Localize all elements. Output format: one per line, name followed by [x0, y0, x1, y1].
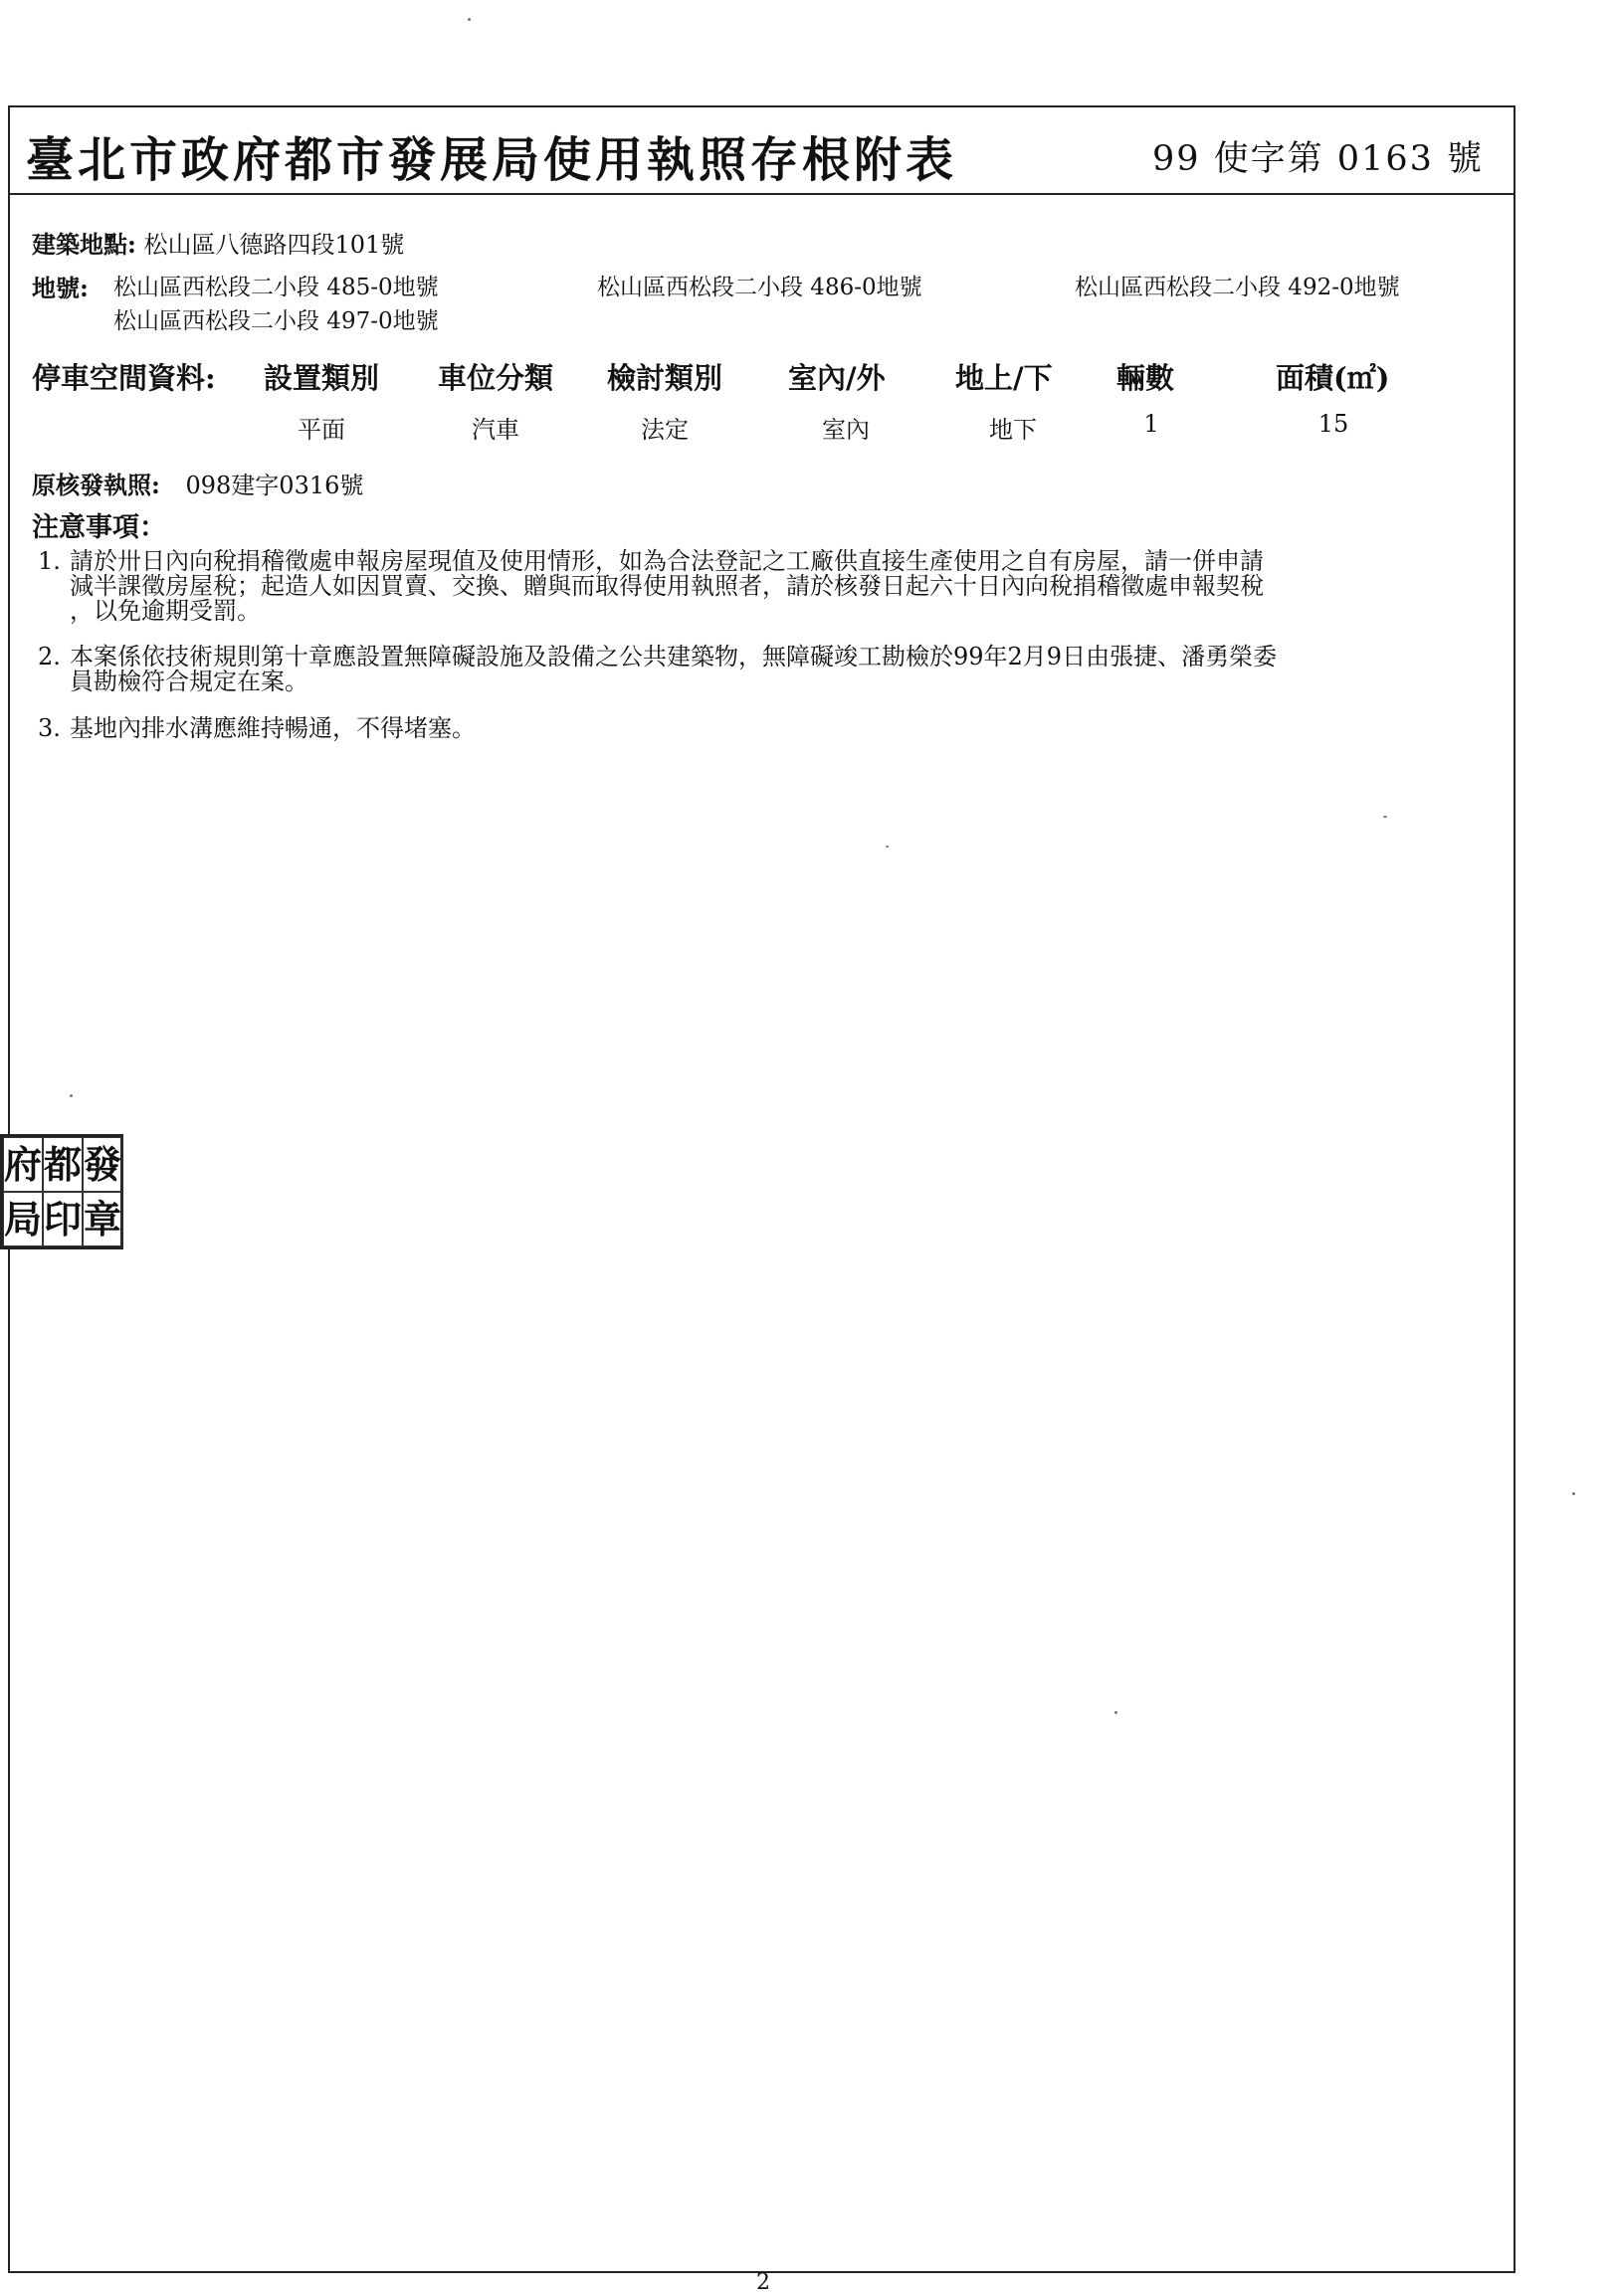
parking-header-indoor-outdoor: 室內/外 — [788, 361, 886, 395]
site-value: 松山區八德路四段101號 — [143, 231, 405, 259]
parking-header-review-type: 檢討類別 — [607, 361, 723, 395]
parking-header-above-below: 地上/下 — [955, 361, 1053, 395]
note-item: 3. 基地內排水溝應維持暢通，不得堵塞。 — [38, 714, 476, 742]
official-seal: 府 都 發 局 印 章 — [0, 1134, 123, 1249]
scan-speck — [886, 846, 889, 848]
parking-value-space-class: 汽車 — [472, 416, 519, 444]
site-label: 建築地點: — [32, 230, 136, 259]
parking-value-count: 1 — [1143, 410, 1159, 438]
original-permit-value: 098建字0316號 — [185, 472, 364, 499]
form-frame — [8, 105, 1515, 2273]
parking-value-above-below: 地下 — [989, 416, 1037, 444]
scan-speck — [468, 18, 471, 21]
parking-label: 停車空間資料: — [32, 361, 216, 395]
scan-speck — [1114, 1711, 1117, 1714]
form-header — [10, 107, 1514, 195]
scan-speck — [1572, 1492, 1575, 1495]
scan-speck — [70, 1094, 73, 1097]
parking-header-setup-type: 設置類別 — [264, 361, 380, 395]
parking-value-indoor-outdoor: 室內 — [822, 416, 870, 444]
parking-header-area: 面積(㎡) — [1276, 361, 1390, 395]
parking-value-review-type: 法定 — [641, 416, 689, 444]
parking-header-count: 輛數 — [1116, 361, 1175, 395]
original-permit-row — [32, 466, 363, 500]
parking-header-space-class: 車位分類 — [438, 361, 554, 395]
form-title: 臺北市政府都市發展局使用執照存根附表 — [26, 132, 958, 188]
land-lot: 松山區西松段二小段 492-0地號 — [1075, 275, 1400, 300]
page-number: 2 — [756, 2270, 770, 2295]
note-item: 2. 本案係依技術規則第十章應設置無障礙設施及設備之公共建築物，無障礙竣工勘檢於99年2月9日由張捷、潘勇榮委 員勘檢符合規定在案。 — [38, 643, 1278, 695]
note-item: 1. 請於卅日內向稅捐稽徵處申報房屋現值及使用情形，如為合法登記之工廠供直接生產使用之自有房屋，請一併申請 減半課徵房屋稅；起造人如因買賣、交換、贈與而取得使用執照者，請於核發日起六十日內向稅捐稽徵處申報契稅 ，以免逾期受罰。 — [38, 547, 1264, 625]
land-label: 地號: — [32, 274, 89, 302]
land-lot: 松山區西松段二小段 486-0地號 — [597, 275, 922, 300]
notes-title: 注意事項： — [32, 512, 166, 543]
site-row — [32, 225, 404, 260]
permit-number: 99 使字第 0163 號 — [1152, 139, 1484, 179]
land-lot: 松山區西松段二小段 485-0地號 — [113, 275, 439, 300]
parking-value-area: 15 — [1317, 410, 1349, 438]
scan-speck — [1383, 816, 1387, 818]
parking-value-setup-type: 平面 — [298, 416, 345, 444]
land-lot: 松山區西松段二小段 497-0地號 — [113, 308, 439, 334]
original-permit-label: 原核發執照: — [32, 471, 160, 499]
